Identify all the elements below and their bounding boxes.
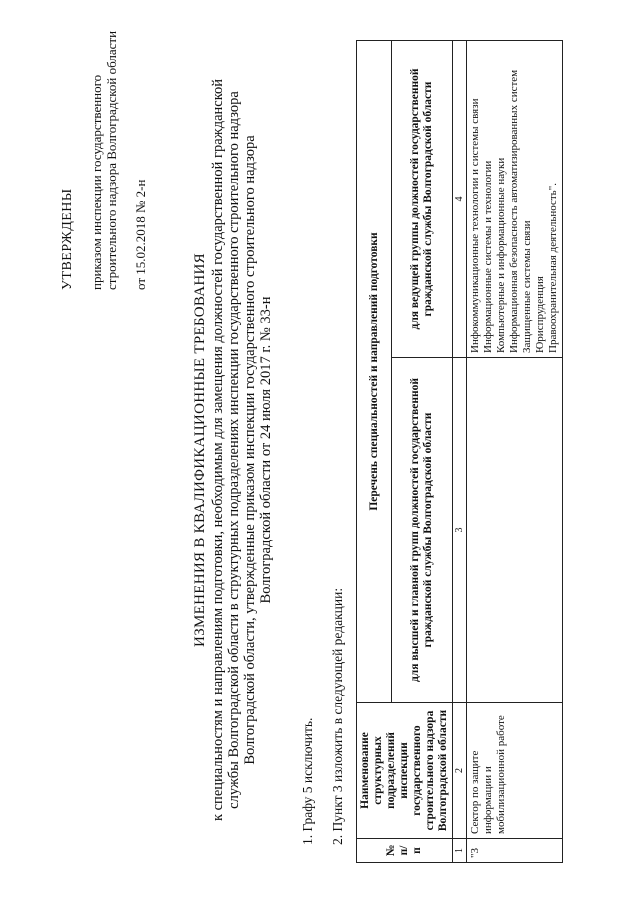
heading-line-4: Волгоградской области от 24 июля 2017 г. № 33-н xyxy=(258,296,274,604)
row-leading xyxy=(467,40,563,357)
header-unit: Наименование структурных подразделений инспекции государственного строительного надзора Волгоградской области xyxy=(357,703,453,839)
col-number: 3 xyxy=(453,358,467,703)
heading-line-3: Волгоградской области, утвержденные приказом инспекции государственного строительного надзора xyxy=(242,135,258,765)
col-number: 1 xyxy=(453,839,467,863)
heading-line-2: службы Волгоградской области в структурных подразделениях инспекции государственного строительного надзора xyxy=(226,91,242,809)
specialty-item: Защищенные системы связи xyxy=(521,220,533,353)
approval-signature xyxy=(89,10,119,290)
item-2: 2. Пункт 3 изложить в следующей редакции: xyxy=(330,587,345,845)
requirements-table xyxy=(356,40,563,863)
document-heading xyxy=(192,35,274,865)
specialty-item: Информационные системы и технологии xyxy=(482,160,494,353)
approval-title: УТВЕРЖДЕНЫ xyxy=(60,188,75,290)
col-number: 2 xyxy=(453,703,467,839)
table-number-row xyxy=(453,40,467,862)
header-highest: для высшей и главной групп должностей государственной гражданской службы Волгоградской области xyxy=(392,358,453,703)
approval-block xyxy=(60,10,148,290)
table-row xyxy=(467,40,563,862)
header-group: Перечень специальностей и направлений подготовки xyxy=(357,40,392,702)
header-leading: для ведущей группы должностей государственной гражданской службы Волгоградской области xyxy=(392,40,453,357)
specialty-item: Юриспруденция xyxy=(534,276,546,353)
col-number: 4 xyxy=(453,40,467,357)
row-no: "3 xyxy=(467,839,563,863)
item-1: 1. Графу 5 исключить. xyxy=(300,717,315,845)
heading-line-1: к специальностям и направлениям подготовки, необходимым для замещения должностей государственной гражданской xyxy=(210,78,226,822)
table-header-row xyxy=(357,40,392,862)
approval-date: от 15.02.2018 № 2-н xyxy=(133,179,148,290)
approval-signature-line2: строительного надзора Волгоградской области xyxy=(104,30,119,290)
header-no: № п/п xyxy=(357,839,453,863)
row-unit: Сектор по защите информации и мобилизационной работе xyxy=(467,703,563,839)
specialty-item: Инфокоммуникационные технологии и системы связи xyxy=(469,98,481,353)
approval-signature-line1: приказом инспекции государственного xyxy=(89,74,104,290)
row-highest xyxy=(467,358,563,703)
specialty-item: Информационная безопасность автоматизированных систем xyxy=(508,69,520,353)
specialty-item: Компьютерные и информационные науки xyxy=(495,157,507,353)
heading-title: ИЗМЕНЕНИЯ В КВАЛИФИКАЦИОННЫЕ ТРЕБОВАНИЯ xyxy=(192,253,208,647)
specialty-item: Правоохранительная деятельность". xyxy=(547,183,559,353)
